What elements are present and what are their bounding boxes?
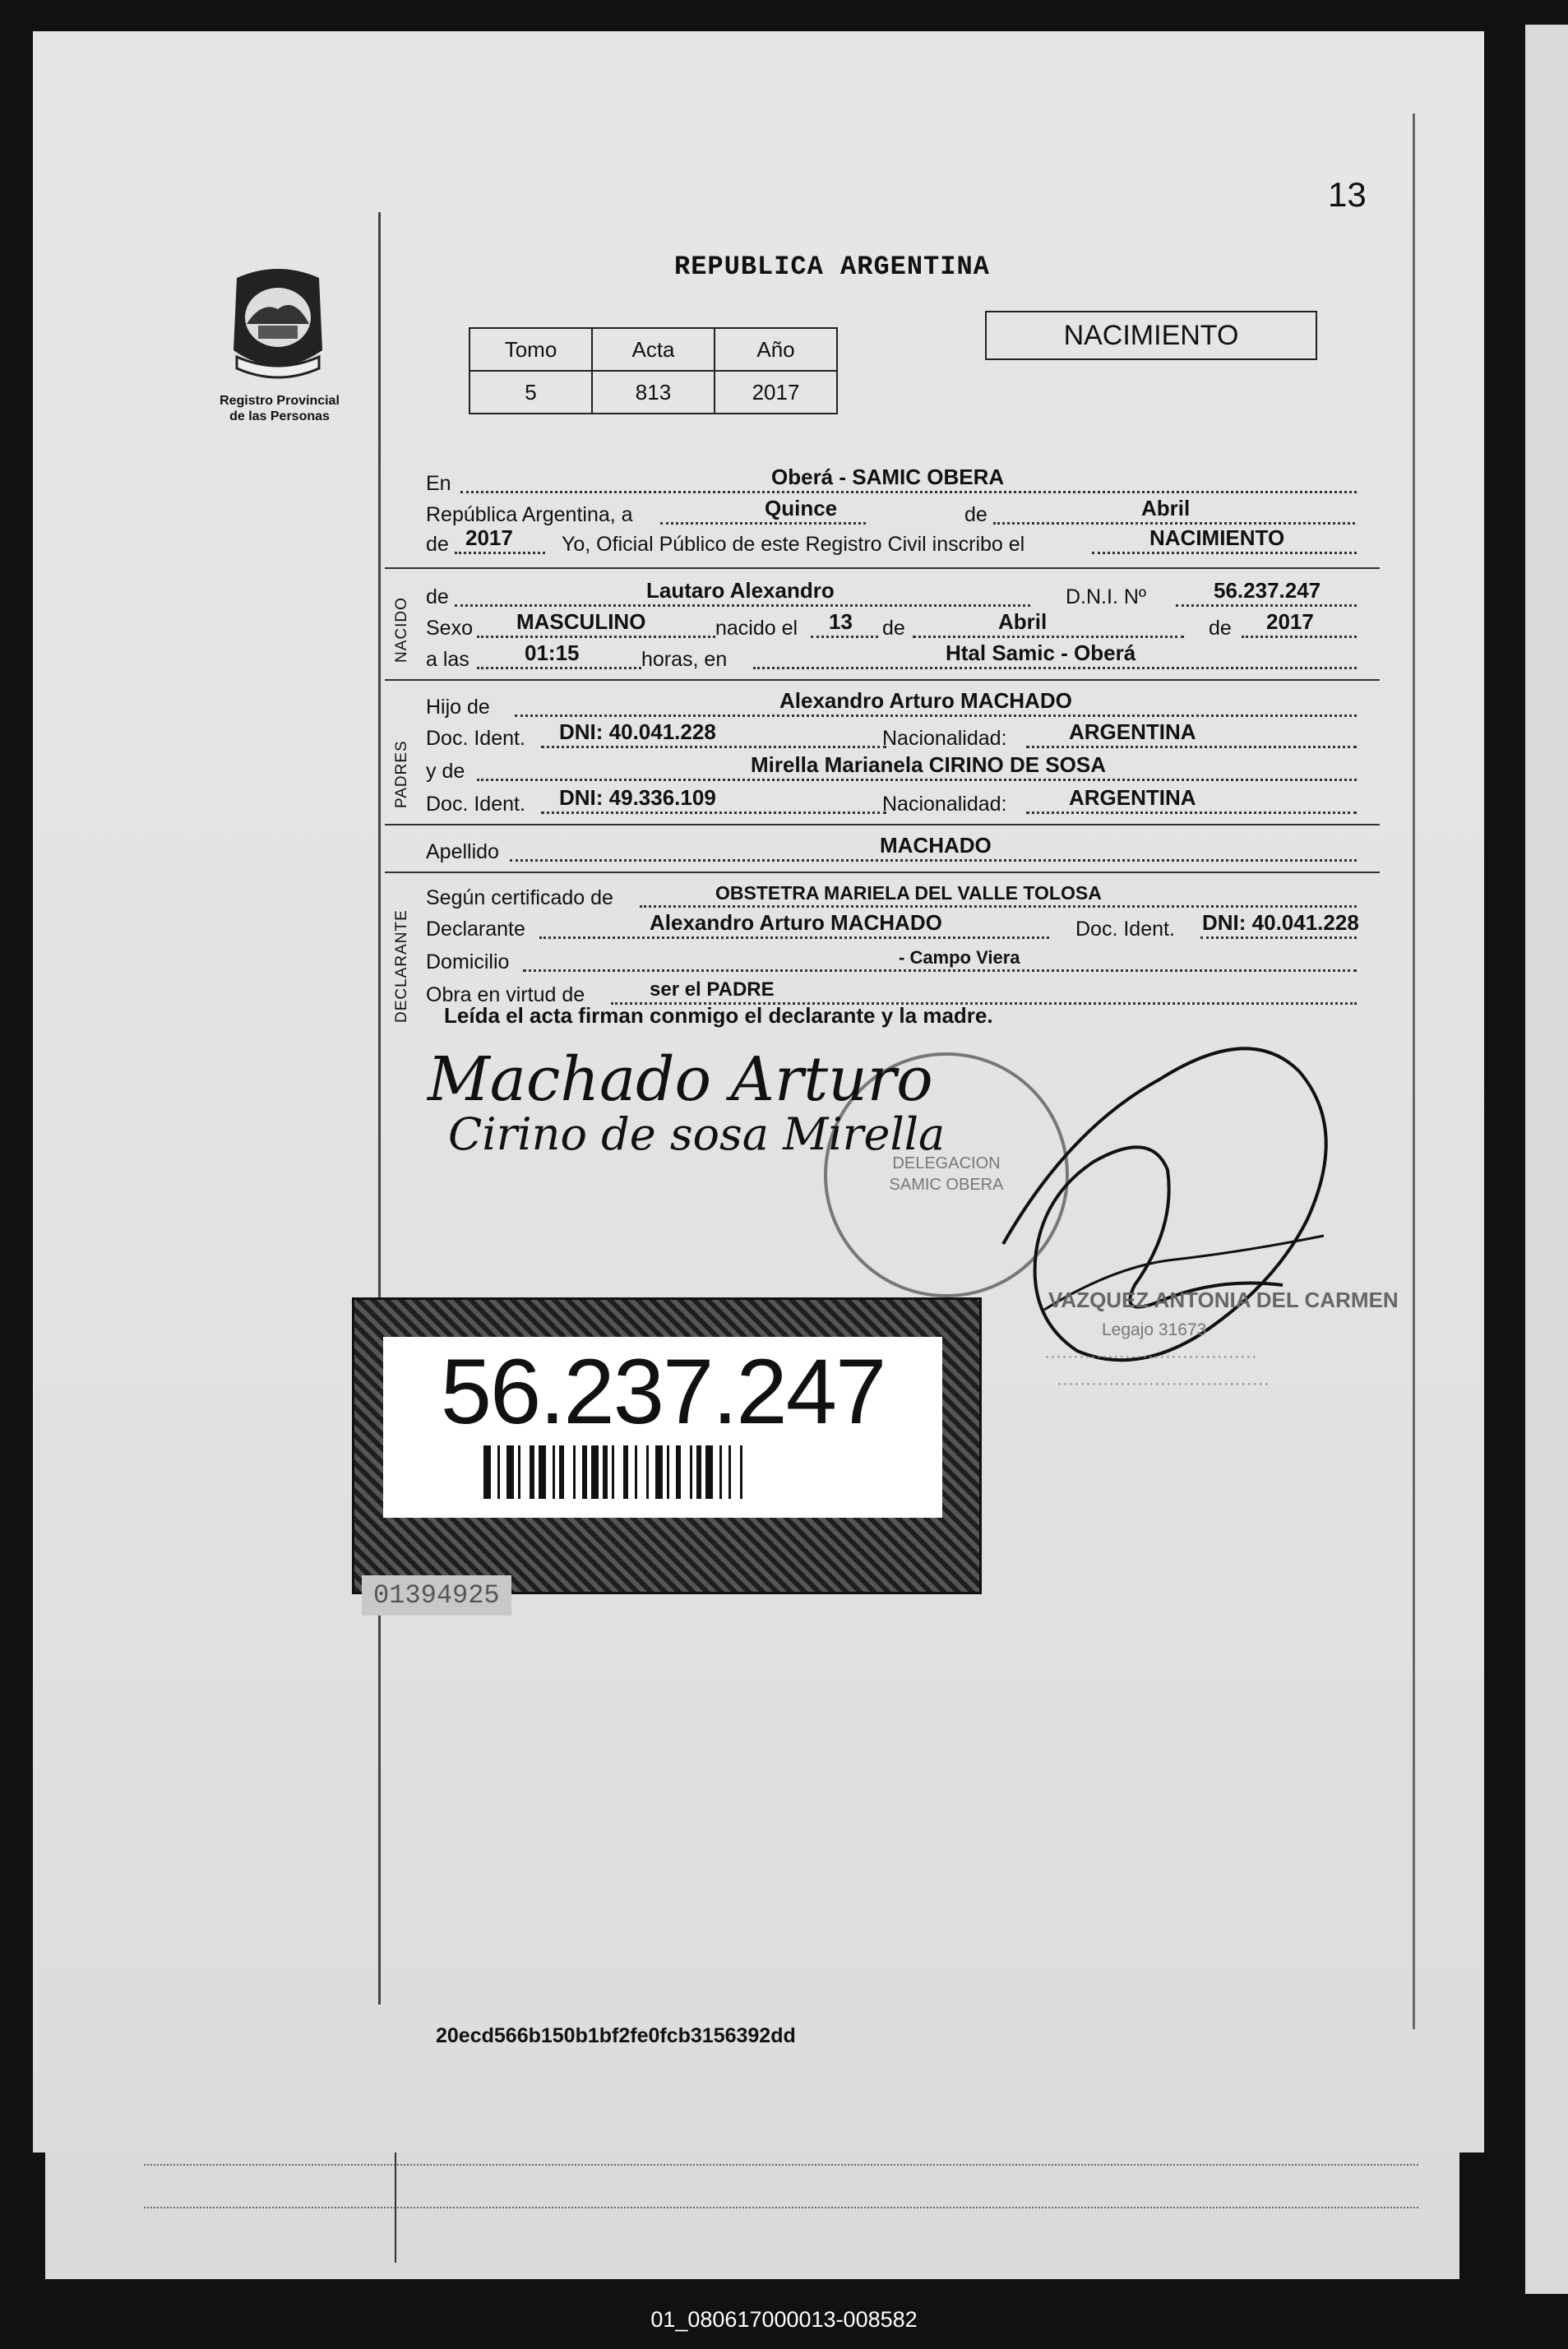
- row-nombre: [426, 579, 1380, 612]
- value-inscribe: NACIMIENTO: [1149, 525, 1285, 550]
- row-apellido: [426, 834, 1380, 867]
- dotted-line: [541, 812, 886, 814]
- value-mes: Abril: [1141, 496, 1191, 520]
- barcode-bar: [518, 1445, 520, 1499]
- dotted-line: [1176, 604, 1357, 607]
- barcode-bar: [705, 1445, 713, 1499]
- barcode-bar: [573, 1445, 576, 1499]
- barcode-bar: [635, 1445, 637, 1499]
- official-legajo: Legajo 31673: [1102, 1320, 1207, 1339]
- record-type-box: NACIMIENTO: [985, 311, 1317, 360]
- dotted-line: [1242, 636, 1357, 638]
- barcode-number: 56.237.247: [440, 1340, 886, 1443]
- row-padre: [426, 689, 1380, 722]
- registry-table-value-row: [469, 371, 837, 414]
- label-apellido: Apellido: [426, 840, 499, 863]
- row-padre-doc: [426, 720, 1380, 753]
- value-madre: Mirella Marianela CIRINO DE SOSA: [751, 752, 1107, 777]
- barcode-bar: [646, 1445, 649, 1499]
- value-padre: Alexandro Arturo MACHADO: [779, 688, 1072, 713]
- dotted-line: [460, 491, 1357, 493]
- section-label-declarante: DECLARANTE: [393, 909, 410, 1023]
- dotted-line: [510, 859, 1357, 862]
- dotted-line: [1026, 812, 1357, 814]
- label-obra: Obra en virtud de: [426, 983, 585, 1006]
- left-margin-line: [378, 212, 381, 2005]
- barcode-bar: [690, 1445, 692, 1499]
- label-domicilio: Domicilio: [426, 950, 510, 973]
- row-inscripcion: [426, 526, 1380, 559]
- registry-label-line1: Registro Provincial: [220, 394, 340, 408]
- dotted-line: [1200, 936, 1357, 939]
- barcode-bar: [582, 1445, 587, 1499]
- value-padre-doc: DNI: 40.041.228: [559, 719, 716, 744]
- dotted-line: [455, 552, 545, 554]
- registry-label-line2: de las Personas: [229, 409, 330, 423]
- section-separator: [385, 872, 1380, 873]
- section-label-nacido: NACIDO: [393, 597, 410, 663]
- registry-table: [469, 327, 838, 414]
- document-hash: 20ecd566b150b1bf2fe0fcb3156392dd: [436, 2024, 796, 2047]
- label-yo-oficial: Yo, Oficial Público de este Registro Civil inscribo el: [562, 533, 1025, 556]
- dotted-line: [539, 936, 1049, 939]
- barcode-bar: [497, 1445, 500, 1499]
- table-header-acta: Acta: [592, 328, 715, 371]
- label-de2: de: [426, 533, 449, 556]
- section-label-padres: PADRES: [393, 740, 410, 808]
- row-domicilio: [426, 944, 1380, 977]
- barcode-bar: [667, 1445, 669, 1499]
- scan-footer-id: 01_080617000013-008582: [650, 2307, 918, 2332]
- serial-number: 01394925: [362, 1575, 511, 1616]
- value-obra: ser el PADRE: [650, 978, 775, 1001]
- table-value-acta: 813: [592, 371, 715, 414]
- background-page-edge: [1525, 25, 1568, 2294]
- label-hijo-de: Hijo de: [426, 696, 490, 719]
- value-nombre: Lautaro Alexandro: [646, 578, 835, 603]
- value-domicilio: - Campo Viera: [899, 947, 1020, 968]
- birth-certificate-sheet: [33, 31, 1484, 2152]
- row-madre-doc: [426, 786, 1380, 819]
- stamp-text-line1: DELEGACION: [892, 1154, 1001, 1172]
- dotted-line: [753, 667, 1357, 669]
- value-declarante-doc: DNI: 40.041.228: [1202, 910, 1359, 935]
- barcode-bar: [719, 1445, 722, 1499]
- row-madre: [426, 753, 1380, 786]
- table-header-anio: Año: [715, 328, 837, 371]
- background-dotted-line: [144, 2164, 1418, 2166]
- barcode-bar: [483, 1445, 491, 1499]
- label-horas-en: horas, en: [641, 648, 728, 671]
- value-dni: 56.237.247: [1214, 578, 1321, 603]
- value-apellido: MACHADO: [880, 833, 992, 858]
- dotted-line: [515, 714, 1357, 717]
- barcode-bar: [612, 1445, 614, 1499]
- barcode-bar: [676, 1445, 681, 1499]
- row-lugar: [426, 465, 1380, 498]
- background-dotted-line: [144, 2207, 1418, 2208]
- row-declarante: [426, 911, 1380, 944]
- registry-label: [197, 393, 362, 424]
- row-hora: [426, 641, 1380, 674]
- barcode-bars-icon: [483, 1445, 845, 1499]
- dotted-line: [455, 604, 1030, 607]
- label-declarante-doc: Doc. Ident.: [1075, 918, 1175, 941]
- label-nac-de: de: [882, 617, 905, 640]
- value-hora: 01:15: [525, 640, 580, 665]
- official-line-faded: ·····································: [1057, 1374, 1270, 1393]
- label-a-las: a las: [426, 648, 469, 671]
- label-nacido-el: nacido el: [715, 617, 798, 640]
- barcode-bar: [655, 1445, 663, 1499]
- barcode-bar: [623, 1445, 628, 1499]
- barcode-bar: [740, 1445, 742, 1499]
- label-en: En: [426, 472, 451, 495]
- label-nombre-de: de: [426, 585, 449, 608]
- country-title: REPUBLICA ARGENTINA: [674, 252, 990, 282]
- label-segun-certificado: Según certificado de: [426, 886, 613, 909]
- table-header-tomo: Tomo: [469, 328, 592, 371]
- right-margin-line: [1413, 113, 1415, 2029]
- dotted-line: [541, 746, 886, 748]
- barcode-bar: [559, 1445, 564, 1499]
- value-dia: Quince: [765, 496, 838, 520]
- dotted-line: [523, 969, 1357, 972]
- label-dni: D.N.I. Nº: [1066, 585, 1147, 608]
- dotted-line: [993, 522, 1355, 525]
- dotted-line: [477, 779, 1357, 781]
- value-sexo: MASCULINO: [516, 609, 646, 634]
- label-nac-de2: de: [1209, 617, 1232, 640]
- value-madre-nacionalidad: ARGENTINA: [1069, 785, 1196, 810]
- label-sexo: Sexo: [426, 617, 473, 640]
- table-value-tomo: 5: [469, 371, 592, 414]
- registry-table-header-row: [469, 328, 837, 371]
- label-declarante: Declarante: [426, 918, 525, 941]
- dotted-line: [477, 636, 715, 638]
- barcode-bar: [553, 1445, 555, 1499]
- barcode-bar: [591, 1445, 599, 1499]
- page-number: 13: [1328, 175, 1367, 214]
- row-fecha-registro: [426, 497, 1380, 529]
- value-lugar: Oberá - SAMIC OBERA: [771, 465, 1005, 489]
- stamp-text-line2: SAMIC OBERA: [889, 1176, 1004, 1194]
- signature-padre: Machado Arturo: [428, 1044, 933, 1115]
- barcode-bar: [539, 1445, 546, 1499]
- value-certificado: OBSTETRA MARIELA DEL VALLE TOLOSA: [715, 882, 1102, 904]
- value-lugar-nacimiento: Htal Samic - Oberá: [946, 640, 1136, 665]
- dotted-line: [640, 905, 1357, 908]
- value-nac-dia: 13: [829, 609, 853, 634]
- label-nacionalidad: Nacionalidad:: [882, 727, 1007, 750]
- label-de: de: [964, 503, 988, 526]
- value-nac-anio: 2017: [1266, 609, 1314, 634]
- barcode-label: [383, 1337, 942, 1518]
- value-padre-nacionalidad: ARGENTINA: [1069, 719, 1196, 744]
- table-value-anio: 2017: [715, 371, 837, 414]
- value-declarante: Alexandro Arturo MACHADO: [650, 910, 942, 935]
- row-certificado: [426, 880, 1380, 913]
- barcode-bar: [530, 1445, 534, 1499]
- row-sexo: [426, 610, 1380, 643]
- label-nacionalidad: Nacionalidad:: [882, 793, 1007, 816]
- barcode-bar: [728, 1445, 731, 1499]
- dotted-line: [811, 636, 878, 638]
- official-name: VAZQUEZ ANTONIA DEL CARMEN: [1048, 1288, 1399, 1312]
- signature-madre: Cirino de sosa Mirella: [448, 1108, 946, 1160]
- value-madre-doc: DNI: 49.336.109: [559, 785, 716, 810]
- dotted-line: [913, 636, 1184, 638]
- label-y-de: y de: [426, 760, 465, 783]
- label-doc-ident: Doc. Ident.: [426, 727, 525, 750]
- section-separator: [385, 824, 1380, 825]
- dotted-line: [477, 667, 641, 669]
- section-separator: [385, 679, 1380, 681]
- label-republica: República Argentina, a: [426, 503, 633, 526]
- province-emblem-icon: [220, 260, 335, 383]
- closing-statement: Leída el acta firman conmigo el declarante y la madre.: [444, 1003, 993, 1028]
- barcode-bar: [603, 1445, 608, 1499]
- value-anio: 2017: [465, 525, 513, 550]
- section-separator: [385, 567, 1380, 569]
- barcode-bar: [696, 1445, 701, 1499]
- dotted-line: [1092, 552, 1357, 554]
- value-nac-mes: Abril: [998, 609, 1048, 634]
- dotted-line: [660, 522, 866, 525]
- label-doc-ident: Doc. Ident.: [426, 793, 525, 816]
- official-line-faded: ·····································: [1044, 1347, 1257, 1366]
- barcode-sticker: [352, 1297, 982, 1594]
- dotted-line: [1026, 746, 1357, 748]
- barcode-bar: [506, 1445, 514, 1499]
